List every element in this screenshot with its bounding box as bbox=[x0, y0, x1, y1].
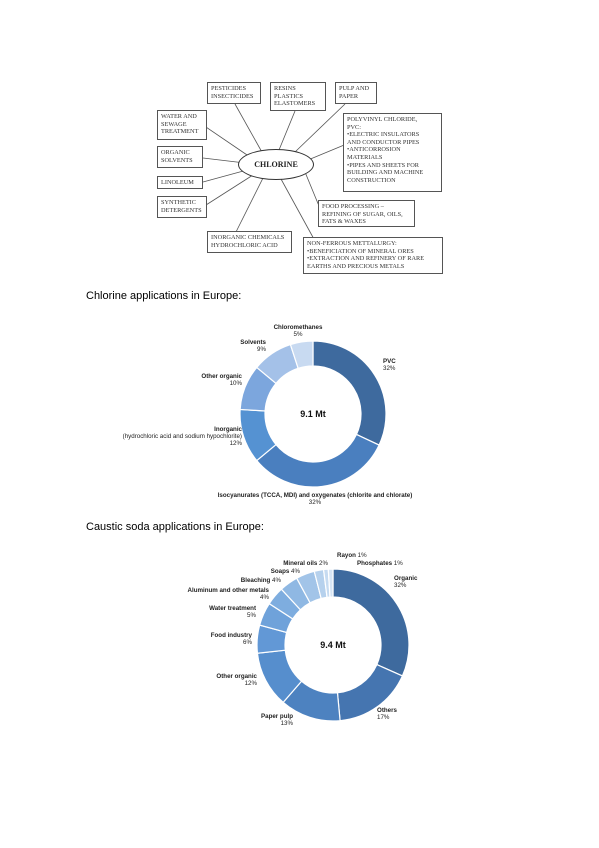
diagram-connectors bbox=[0, 0, 599, 290]
caustic-donut-chart bbox=[170, 545, 440, 740]
box-non-ferrous-metallurgy: NON-FERROUS METTALURGY: •BENEFICIATION OF MINERAL ORES •EXTRACTION AND REFINERY OF RARE EARTHS AND PRECIOUS METALS bbox=[303, 237, 443, 274]
chlorine-donut-chart bbox=[122, 318, 440, 518]
slice-pvc bbox=[313, 341, 386, 445]
box-pvc: POLYVINYL CHLORIDE, PVC: •ELECTRIC INSULATORS AND CONDUCTOR PIPES •ANTICORROSION MATERIALS •PIPES AND SHEETS FOR BUILDING AND MACHINE CONSTRUCTION bbox=[343, 113, 442, 192]
slice-isocyanurates-tcca-mdi-and-oxygenates-chlorite-and-chlorate bbox=[257, 434, 379, 487]
center-total-label: 9.1 Mt bbox=[300, 409, 326, 419]
label-phosphates: Phosphates 1% bbox=[357, 560, 403, 567]
chlorine-caption: Chlorine applications in Europe: bbox=[86, 290, 242, 302]
box-water-sewage: WATER AND SEWAGE TREATMENT bbox=[157, 110, 207, 140]
label-food-industry: Food industry 6% bbox=[210, 632, 252, 646]
label-chloromethanes: Chloromethanes 5% bbox=[273, 324, 323, 338]
box-linoleum: LINOLEUM bbox=[157, 176, 203, 189]
label-mineral-oils: Mineral oils 2% bbox=[283, 560, 328, 567]
label-solvents: Solvents 9% bbox=[240, 339, 266, 353]
label-inorganic: Inorganic (hydrochloric acid and sodium hypochlorite) 12% bbox=[122, 426, 242, 447]
label-other-organic: Other organic 10% bbox=[201, 373, 242, 387]
caustic-donut-svg bbox=[170, 545, 440, 735]
label-soaps: Soaps 4% bbox=[270, 568, 300, 575]
chlorine-center: CHLORINE bbox=[238, 149, 314, 180]
label-pvc: PVC 32% bbox=[383, 358, 396, 372]
center-total-label: 9.4 Mt bbox=[320, 640, 346, 650]
label-other-organic: Other organic 12% bbox=[216, 673, 257, 687]
label-paper-pulp: Paper pulp 13% bbox=[261, 713, 293, 727]
box-pesticides: PESTICIDES INSECTICIDES bbox=[207, 82, 261, 104]
label-isocyanurates-tcca-mdi-and-oxygenates-chlorite-and-chlorate: Isocyanurates (TCCA, MDI) and oxygenates (chlorite and chlorate) 32% bbox=[217, 492, 413, 506]
label-organic: Organic 32% bbox=[394, 575, 418, 589]
box-inorganic-chemicals: INORGANIC CHEMICALS HYDROCHLORIC ACID bbox=[207, 231, 292, 253]
box-pulp-paper: PULP AND PAPER bbox=[335, 82, 377, 104]
caustic-caption: Caustic soda applications in Europe: bbox=[86, 521, 264, 533]
label-rayon: Rayon 1% bbox=[337, 552, 367, 559]
chlorine-donut-svg bbox=[122, 318, 440, 513]
box-synthetic-detergents: SYNTHETIC DETERGENTS bbox=[157, 196, 207, 218]
box-organic-solvents: ORGANIC SOLVENTS bbox=[157, 146, 203, 168]
box-resins: RESINS PLASTICS ELASTOMERS bbox=[270, 82, 326, 111]
label-water-treatment: Water treatment 5% bbox=[209, 605, 256, 619]
box-food-processing: FOOD PROCESSING – REFINING OF SUGAR, OILS, FATS & WAXES bbox=[318, 200, 415, 227]
label-bleaching: Bleaching 4% bbox=[240, 577, 281, 584]
label-aluminum-and-other-metals: Aluminum and other metals 4% bbox=[187, 587, 269, 601]
label-others: Others 17% bbox=[377, 707, 397, 721]
